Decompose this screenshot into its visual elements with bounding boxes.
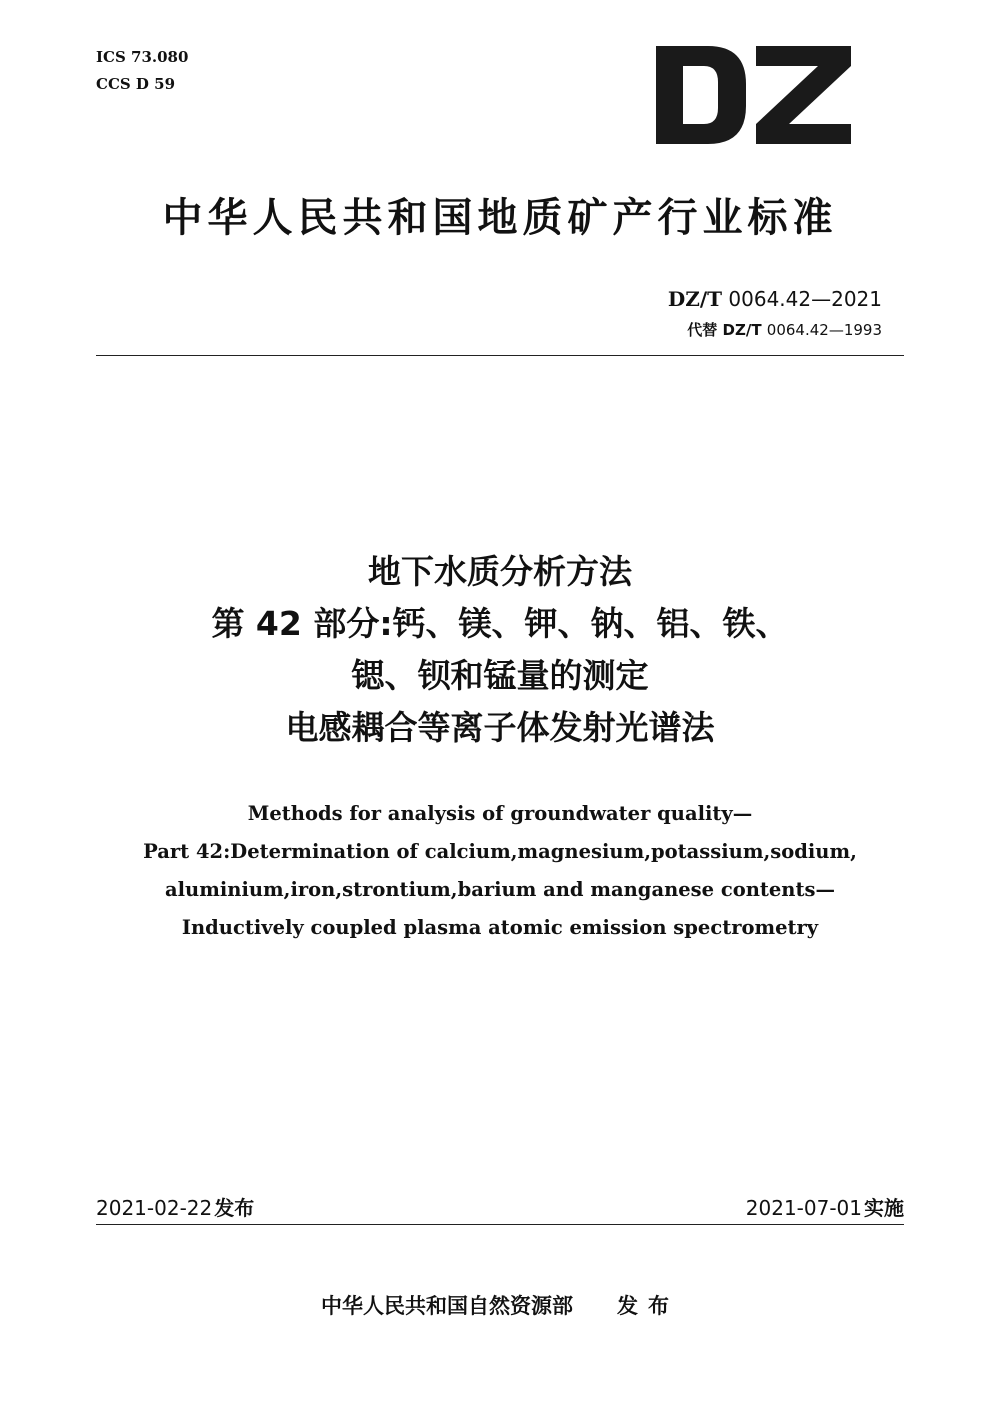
issue-date: [96, 1193, 254, 1223]
classification-codes: [96, 44, 188, 98]
chinese-title: [0, 546, 1000, 754]
title-cn-line: 锶、钡和锰量的测定: [351, 656, 649, 695]
top-divider: [96, 355, 904, 356]
title-cn-line: 第 42 部分:钙、镁、钾、钠、铝、铁、: [211, 604, 789, 643]
title-en-line: Inductively coupled plasma atomic emission spectrometry: [181, 916, 819, 939]
dz-logo: [656, 46, 851, 144]
replaces-code: 0064.42—1993: [766, 321, 882, 339]
title-en-line: Part 42:Determination of calcium,magnesium,potassium,sodium,: [143, 840, 857, 863]
agency-title: 中华人民共和国地质矿产行业标准: [162, 195, 838, 241]
replaces-line: [687, 318, 882, 342]
implementation-date: [746, 1193, 904, 1223]
publisher: [0, 1290, 1000, 1322]
ccs-code: CCS D 59: [96, 75, 176, 93]
standard-code: 0064.42—2021: [728, 287, 882, 311]
publisher-name: 中华人民共和国自然资源部: [321, 1294, 573, 1318]
replaces-label: 代替: [687, 321, 718, 339]
title-en-line: aluminium,iron,strontium,barium and manganese contents—: [165, 878, 835, 901]
title-cn-line: 地下水质分析方法: [368, 552, 632, 591]
ics-code: ICS 73.080: [96, 48, 189, 66]
replaces-prefix: DZ/T: [722, 321, 762, 339]
bottom-divider: [96, 1224, 904, 1225]
issue-date-value: 2021-02-22: [96, 1196, 213, 1220]
implementation-date-label: 实施: [864, 1196, 904, 1220]
issue-date-label: 发布: [214, 1196, 255, 1220]
standard-prefix: DZ/T: [667, 287, 723, 311]
publisher-action: 发布: [617, 1294, 679, 1318]
english-title: [0, 795, 1000, 947]
title-cn-line: 电感耦合等离子体发射光谱法: [285, 708, 715, 747]
title-en-line: Methods for analysis of groundwater quality—: [247, 802, 753, 825]
implementation-date-value: 2021-07-01: [745, 1196, 862, 1220]
standard-number: [668, 284, 882, 314]
